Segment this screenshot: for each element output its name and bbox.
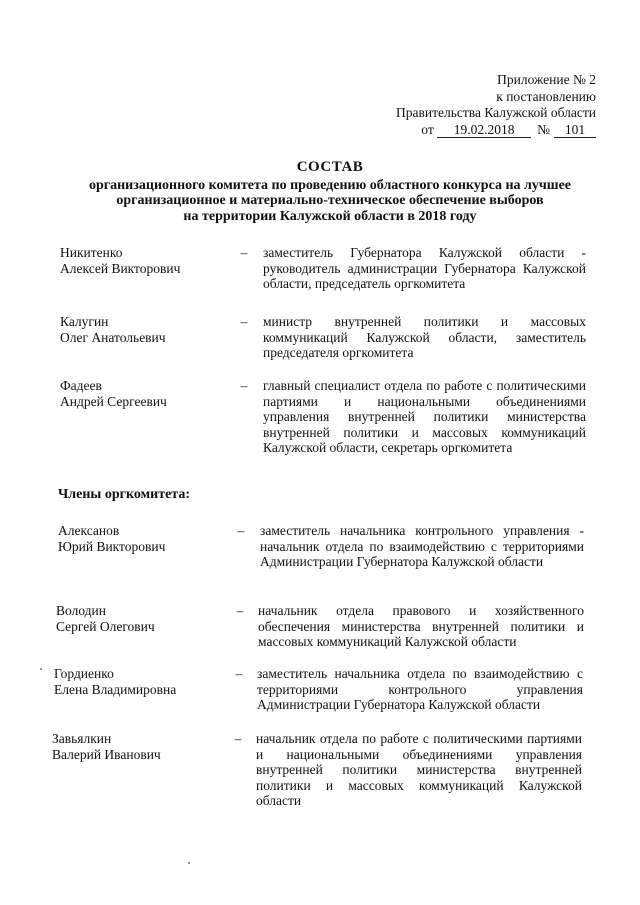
title-line-3: на территории Калужской области в 2018 году <box>183 208 477 224</box>
document-title <box>60 160 600 224</box>
position-description: начальник отдела правового и хозяйственного обеспечения министерства внутренней политики и массовых коммуникаций Калужской области <box>258 603 584 649</box>
given-names: Валерий Иванович <box>52 746 161 762</box>
dash: – <box>240 314 248 329</box>
given-names: Олег Анатольевич <box>60 329 166 345</box>
position-description: заместитель Губернатора Калужской области - руководитель администрации Губернатора Калужской области, председатель оргкомитета <box>263 245 586 291</box>
surname: Володин <box>56 603 106 618</box>
surname: Завьялкин <box>52 731 112 746</box>
appendix-label: Приложение № 2 <box>497 72 596 87</box>
from-label: от <box>421 121 434 137</box>
given-names: Андрей Сергеевич <box>60 393 167 409</box>
surname: Никитенко <box>60 245 123 260</box>
appendix-issuer: Правительства Калужской области <box>395 105 596 120</box>
person-name <box>54 666 234 697</box>
surname: Фадеев <box>60 378 102 393</box>
dash: – <box>237 523 245 538</box>
position-description: главный специалист отдела по работе с политическими партиями и национальными объединениями управления внутренней политики министерства внутренней политики и массовых коммуникаций Калужской области, секретарь оргкомитета <box>263 378 586 455</box>
position-description: начальник отдела по работе с политическими партиями и национальными объединениями управления внутренней политики министерства внутренней политики и массовых коммуникаций Калужской области <box>256 731 582 808</box>
dash: – <box>240 378 248 393</box>
appendix-block <box>336 72 596 138</box>
given-names: Елена Владимировна <box>54 681 177 697</box>
title-line-1: организационного комитета по проведению областного конкурса на лучшее <box>88 177 572 193</box>
position-description: министр внутренней политики и массовых коммуникаций Калужской области, заместитель председателя оргкомитета <box>263 314 586 360</box>
person-name <box>56 603 236 634</box>
person-name <box>52 731 232 762</box>
position-description: заместитель начальника контрольного управления - начальник отдела по взаимодействию с территориями Администрации Губернатора Калужской области <box>260 523 584 569</box>
appendix-reference <box>336 122 596 139</box>
dash: – <box>236 603 244 618</box>
given-names: Алексей Викторович <box>60 260 181 276</box>
surname: Алексанов <box>58 523 120 538</box>
given-names: Сергей Олегович <box>56 618 155 634</box>
dash: – <box>240 245 248 260</box>
position-description: заместитель начальника отдела по взаимодействию с территориями контрольного управления Администрации Губернатора Калужской области <box>257 666 583 712</box>
dash: – <box>235 666 243 681</box>
person-name <box>60 378 240 409</box>
title-main: СОСТАВ <box>296 159 364 175</box>
scan-speck <box>188 862 190 864</box>
number-label: № <box>537 121 550 137</box>
surname: Гордиенко <box>54 666 114 681</box>
resolution-number: 101 <box>554 123 596 138</box>
surname: Калугин <box>60 314 109 329</box>
title-line-2: организационное и материально-техническое обеспечение выборов <box>116 193 544 208</box>
scan-speck <box>40 668 42 670</box>
members-heading: Члены оргкомитета: <box>58 487 191 502</box>
appendix-resolution-label: к постановлению <box>496 88 596 104</box>
dash: – <box>234 731 242 746</box>
person-name <box>60 245 240 276</box>
person-name <box>58 523 238 554</box>
person-name <box>60 314 240 345</box>
given-names: Юрий Викторович <box>58 538 166 554</box>
resolution-date: 19.02.2018 <box>437 123 531 138</box>
